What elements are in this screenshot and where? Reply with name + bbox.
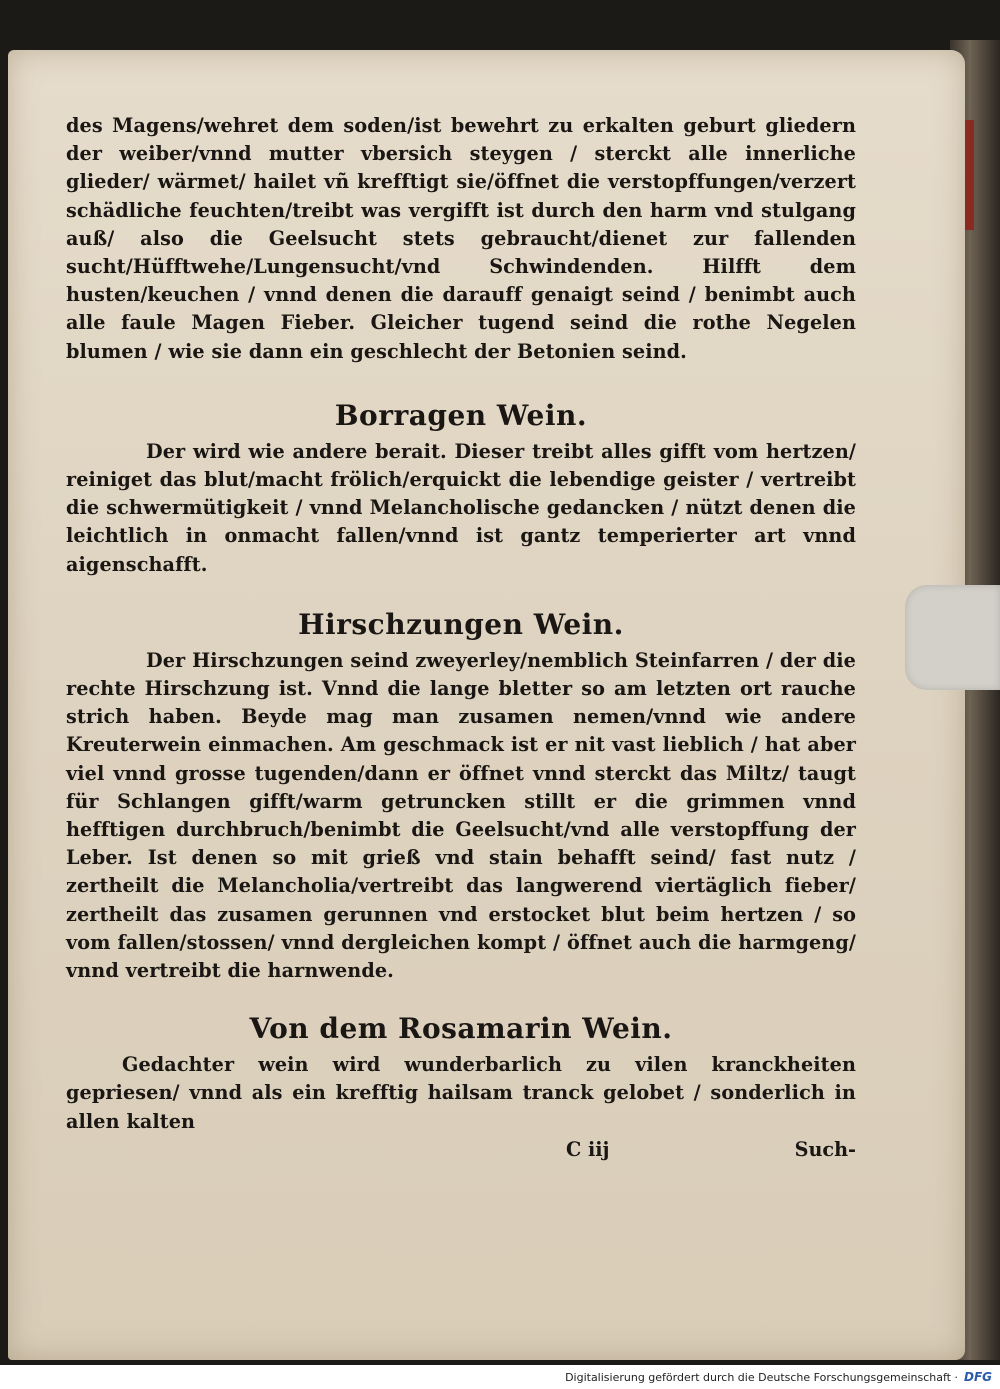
credit-text: Digitalisierung gefördert durch die Deutsche Forschungsgemeinschaft ·	[565, 1370, 958, 1384]
catchword: Such-	[794, 1137, 856, 1161]
page-text	[66, 112, 856, 1164]
page-tab-marker	[905, 585, 1000, 690]
section-heading-borragen: Borragen Wein.	[334, 398, 588, 432]
section-text-rosamarin: Gedachter wein wird wunderbarlich zu vilen kranckheiten gepriesen/ vnnd als ein krefftig hailsam tranck gelobet / sonderlich in allen kalten	[66, 1053, 856, 1133]
section-text-borragen: Der wird wie andere berait. Dieser treibt alles gifft vom hertzen/ reiniget das blut/macht frölich/erquickt die lebendige geister / vertreibt die schwermütigkeit / vnnd Melancholische gedancken / nützt denen die leichtlich in onmacht fallen/vnnd ist gantz temperierter art vnnd aigenschafft.	[66, 439, 856, 576]
signature-mark: C iij	[566, 1137, 610, 1161]
dfg-logo: DFG	[963, 1370, 992, 1384]
section-heading-rosamarin: Von dem Rosamarin Wein.	[249, 1012, 673, 1046]
page-footer-line	[66, 1136, 856, 1164]
digitization-credit-bar	[0, 1365, 1000, 1389]
section-text-hirschzungen: Der Hirschzungen seind zweyerley/nemblich Steinfarren / der die rechte Hirschzung ist. Vnnd die lange bletter so am letzten ort rauche strich haben. Beyde mag man zusamen nemen/vnnd wie andere Kreuterwein einmachen. Am geschmack ist er nit vast lieblich / hat aber viel vnnd grosse tugenden/dann er öffnet vnnd sterckt das Miltz/ taugt für Schlangen gifft/warm getruncken stillt er die grimmen vnnd hefftigen durchbruch/benimbt die Geelsucht/vnd alle verstopffung der Leber. Ist denen so mit grieß vnd stain behafft seind/ fast nutz / zertheilt die Melancholia/vertreibt das langwerend viertäglich fieber/ zertheilt das zusamen gerunnen vnd erstocket blut beim hertzen / so vom fallen/stossen/ vnnd dergleichen kompt / öffnet auch die harmgeng/ vnnd vertreibt die harnwende.	[66, 648, 856, 983]
intro-paragraph: des Magens/wehret dem soden/ist bewehrt zu erkalten geburt gliedern der weiber/vnnd mutter vbersich steygen / sterckt alle innerliche glieder/ wärmet/ hailet vñ krefftigt sie/öffnet die verstopffungen/verzert schädliche feuchten/treibt was vergifft ist durch den harm vnd stulgang auß/ also die Geelsucht stets gebraucht/dienet zur fallenden sucht/Hüfftwehe/Lungensucht/vnd Schwindenden. Hilfft dem husten/keuchen / vnnd denen die darauff genaigt seind / benimbt auch alle faule Magen Fieber. Gleicher tugend seind die rothe Negelen blumen / wie sie dann ein geschlecht der Betonien seind.	[66, 114, 856, 363]
section-heading-hirschzungen: Hirschzungen Wein.	[298, 607, 624, 641]
